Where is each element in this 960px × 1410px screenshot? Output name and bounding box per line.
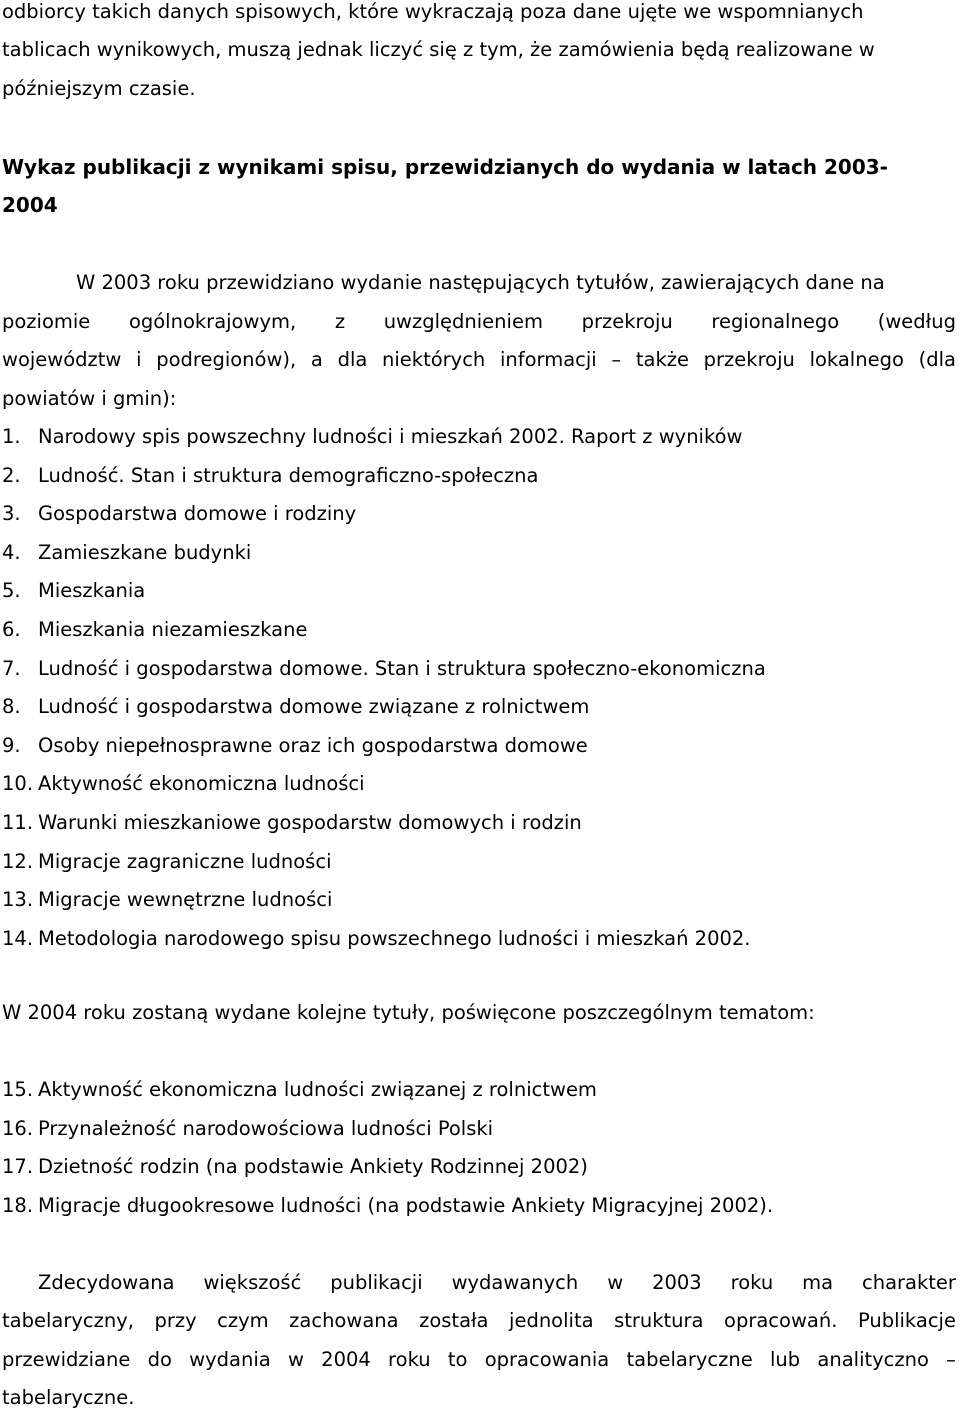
- list-item-title: Metodologia narodowego spisu powszechnego ludności i mieszkań 2002.: [38, 926, 751, 950]
- list-item-title: Zamieszkane budynki: [38, 540, 252, 564]
- list-item-title: Mieszkania niezamieszkane: [38, 618, 308, 641]
- word: (dla: [918, 348, 956, 371]
- list-item-number: 11.: [2, 811, 34, 834]
- word: –: [611, 348, 622, 371]
- word: opracowań.: [724, 1309, 838, 1332]
- word: lub: [769, 1348, 801, 1371]
- list-item-number: 17.: [2, 1155, 34, 1179]
- list-item: [2, 541, 251, 565]
- list-item-title: Gospodarstwa domowe i rodziny: [38, 502, 357, 526]
- list-item-number: 3.: [2, 502, 21, 526]
- word: jednolita: [509, 1309, 594, 1332]
- word: także: [635, 348, 689, 371]
- word: publikacji: [330, 1271, 423, 1294]
- list-item-number: 2.: [2, 463, 21, 487]
- closing-line-2: [2, 1309, 956, 1333]
- list-item: [2, 850, 331, 874]
- list-item: [2, 1117, 493, 1141]
- list-item-number: 8.: [2, 695, 21, 719]
- word: przekroju: [703, 348, 795, 371]
- word: roku: [388, 1348, 431, 1371]
- list-item-number: 4.: [2, 540, 21, 564]
- word: zachowana: [289, 1309, 399, 1332]
- list-item-number: 7.: [2, 656, 21, 680]
- list-item-title: Przynależność narodowościowa ludności Polski: [38, 1116, 494, 1140]
- list-item-title: Aktywność ekonomiczna ludności związanej z rolnictwem: [38, 1078, 597, 1101]
- word: ma: [802, 1271, 834, 1294]
- word: przy: [154, 1309, 197, 1332]
- word: Publikacje: [857, 1309, 956, 1332]
- word: w: [287, 1348, 304, 1371]
- list-item-number: 1.: [2, 425, 21, 448]
- word: z: [334, 310, 346, 333]
- list-item: [2, 927, 751, 951]
- list-item-number: 9.: [2, 733, 21, 757]
- word: i: [136, 348, 142, 371]
- word: niektórych: [382, 348, 486, 371]
- list-item: [2, 618, 307, 642]
- list-item: [2, 888, 332, 912]
- list-item-title: Dzietność rodzin (na podstawie Ankiety Rodzinnej 2002): [38, 1155, 588, 1179]
- word: 2004: [321, 1348, 371, 1371]
- list-item: [2, 734, 588, 758]
- para-2003-line-1: W 2003 roku przewidziano wydanie następujących tytułów, zawierających dane na: [76, 271, 885, 294]
- closing-line-1: [38, 1271, 956, 1295]
- para-2003-line-4: powiatów i gmin):: [2, 387, 177, 410]
- list-item-title: Ludność i gospodarstwa domowe związane z rolnictwem: [38, 695, 590, 719]
- section-heading-line-1: Wykaz publikacji z wynikami spisu, przewidzianych do wydania w latach 2003-: [2, 155, 888, 179]
- list-item-number: 14.: [2, 926, 34, 950]
- word: Zdecydowana: [38, 1271, 175, 1294]
- word: podregionów),: [156, 348, 297, 371]
- word: przekroju: [581, 310, 673, 333]
- list-item-number: 18.: [2, 1193, 34, 1217]
- list-item: [2, 772, 365, 796]
- word: przewidziane: [2, 1348, 131, 1371]
- list-item-number: 12.: [2, 849, 34, 873]
- list-item-number: 16.: [2, 1116, 34, 1140]
- word: lokalnego: [809, 348, 904, 371]
- list-item-number: 13.: [2, 888, 34, 912]
- list-item-title: Mieszkania: [38, 579, 146, 603]
- word: wydawanych: [451, 1271, 579, 1294]
- para-2003-line-2: [2, 310, 956, 334]
- list-item-title: Aktywność ekonomiczna ludności: [38, 772, 365, 796]
- word: w: [607, 1271, 624, 1294]
- list-item-title: Migracje wewnętrzne ludności: [38, 888, 333, 912]
- list-item-number: 10.: [2, 772, 34, 796]
- word: uwzględnieniem: [383, 310, 543, 333]
- word: wydania: [189, 1348, 271, 1371]
- intro-line-1: odbiorcy takich danych spisowych, które wykraczają poza dane ujęte we wspomnianych: [2, 0, 864, 23]
- closing-line-3: [2, 1348, 956, 1372]
- para-2003-line-3: [2, 348, 956, 372]
- list-item-number: 6.: [2, 618, 21, 641]
- list-item-title: Warunki mieszkaniowe gospodarstw domowych i rodzin: [38, 811, 582, 834]
- list-item-title: Narodowy spis powszechny ludności i mieszkań 2002. Raport z wyników: [38, 425, 743, 448]
- list-item-number: 15.: [2, 1078, 34, 1101]
- word: tabelaryczny,: [2, 1309, 134, 1332]
- list-item-title: Ludność. Stan i struktura demograficzno-społeczna: [38, 463, 539, 487]
- list-item-title: Migracje zagraniczne ludności: [38, 849, 332, 873]
- word: (według: [877, 310, 956, 333]
- word: do: [147, 1348, 172, 1371]
- list-item-title: Migracje długookresowe ludności (na podstawie Ankiety Migracyjnej 2002).: [38, 1193, 774, 1217]
- word: informacji: [499, 348, 597, 371]
- list-item: [2, 1155, 588, 1179]
- word: –: [946, 1348, 956, 1371]
- word: ogólnokrajowym,: [128, 310, 297, 333]
- list-item-number: 5.: [2, 579, 21, 603]
- list-item: [2, 811, 582, 835]
- word: opracowania: [484, 1348, 610, 1371]
- word: to: [447, 1348, 468, 1371]
- word: charakter: [862, 1271, 956, 1294]
- word: większość: [203, 1271, 302, 1294]
- word: poziomie: [2, 310, 91, 333]
- list-item: [2, 579, 145, 603]
- list-item-title: Osoby niepełnosprawne oraz ich gospodarstwa domowe: [38, 733, 588, 757]
- list-item: [2, 464, 538, 488]
- para-2004: W 2004 roku zostaną wydane kolejne tytuły, poświęcone poszczególnym tematom:: [2, 1001, 815, 1024]
- intro-line-2: tablicach wynikowych, muszą jednak liczyć się z tym, że zamówienia będą realizowane w: [2, 38, 875, 61]
- list-item: [2, 695, 589, 719]
- closing-line-4: tabelaryczne.: [2, 1386, 135, 1409]
- section-heading-line-2: 2004: [2, 193, 58, 217]
- word: została: [419, 1309, 489, 1332]
- list-item-title: Ludność i gospodarstwa domowe. Stan i struktura społeczno-ekonomiczna: [38, 656, 766, 680]
- word: czym: [217, 1309, 269, 1332]
- word: a: [310, 348, 323, 371]
- word: analityczno: [817, 1348, 929, 1371]
- word: roku: [730, 1271, 774, 1294]
- list-item: [2, 657, 766, 681]
- list-item: [2, 1078, 597, 1102]
- word: dla: [337, 348, 368, 371]
- word: tabelaryczne: [626, 1348, 753, 1371]
- word: regionalnego: [711, 310, 840, 333]
- intro-line-3: późniejszym czasie.: [2, 77, 196, 100]
- word: struktura: [614, 1309, 704, 1332]
- list-item: [2, 502, 356, 526]
- word: 2003: [652, 1271, 702, 1294]
- word: województw: [2, 348, 122, 371]
- list-item: [2, 425, 742, 449]
- list-item: [2, 1194, 773, 1218]
